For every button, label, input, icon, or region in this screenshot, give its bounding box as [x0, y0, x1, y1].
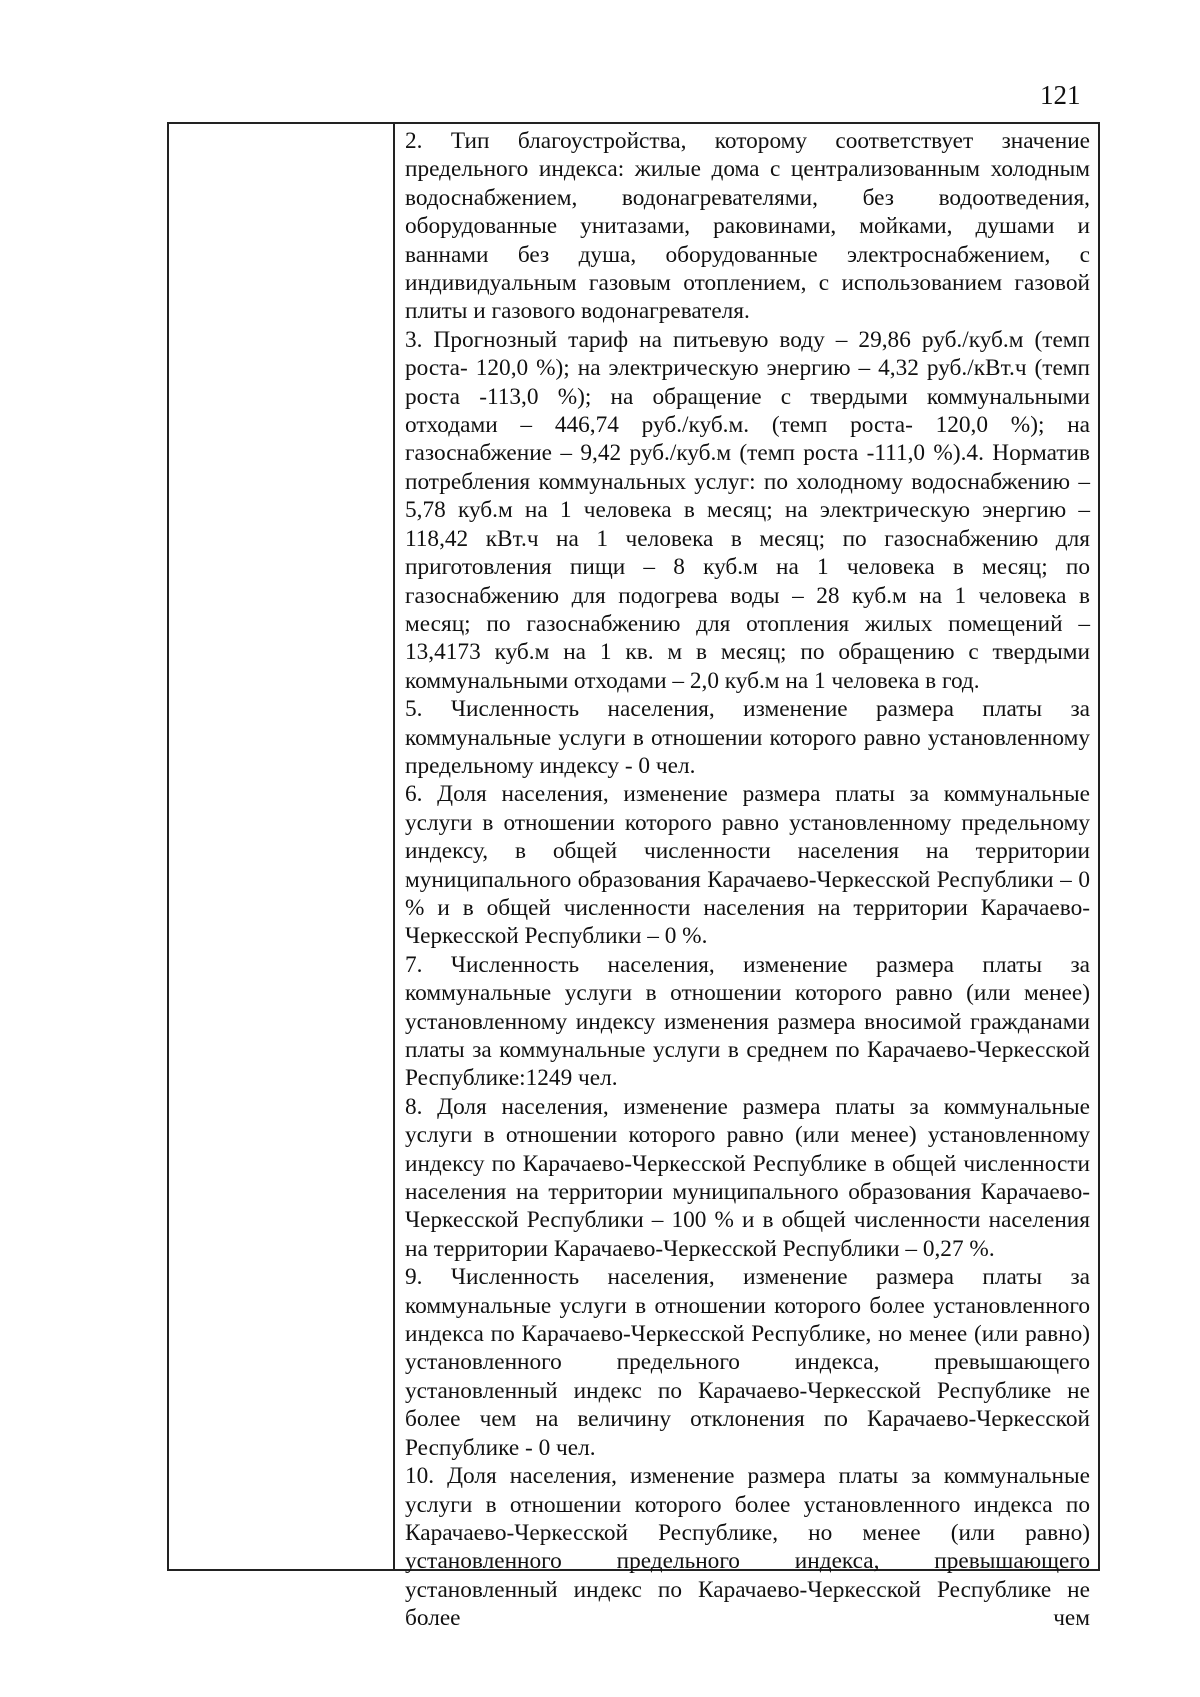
page-number: 121: [1040, 80, 1081, 110]
document-table: [167, 122, 1100, 1632]
paragraph-6: 6. Доля населения, изменение размера платы за коммунальные услуги в отношении которого равно установленному предельному индексу, в общей численности населения на территории муниципального образования Карачаево-Черкесской Республики – 0 % и в общей численности населения на территории Карачаево-Черкесской Республики – 0 %.: [405, 781, 1090, 950]
paragraph-8: 8. Доля населения, изменение размера платы за коммунальные услуги в отношении которого равно (или менее) установленному индексу по Карачаево-Черкесской Республике в общей численности населения на территории муниципального образования Карачаево-Черкесской Республики – 100 % и в общей численности населения на территории Карачаево-Черкесской Республики – 0,27 %.: [405, 1093, 1090, 1262]
table-right-column: [395, 124, 1098, 1632]
paragraph-5: 5. Численность населения, изменение размера платы за коммунальные услуги в отношении которого равно установленному предельному индексу - 0 чел.: [405, 696, 1090, 779]
paragraph-2: 2. Тип благоустройства, которому соответствует значение предельного индекса: жилые дома с централизованным холодным водоснабжением, водонагревателями, без водоотведения, оборудованные унитазами, раковинами, мойками, душами и ваннами без душа, оборудованные электроснабжением, с индивидуальным газовым отоплением, с использованием газовой плиты и газового водонагревателя.: [405, 128, 1090, 325]
paragraph-9: 9. Численность населения, изменение размера платы за коммунальные услуги в отношении которого более установленного индекса по Карачаево-Черкесской Республике, но менее (или равно) установленного предельного индекса, превышающего установленный индекс по Карачаево-Черкесской Республике не более чем на величину отклонения по Карачаево-Черкесской Республике - 0 чел.: [405, 1264, 1090, 1461]
paragraph-3: 3. Прогнозный тариф на питьевую воду – 29,86 руб./куб.м (темп роста- 120,0 %); на электрическую энергию – 4,32 руб./кВт.ч (темп роста -113,0 %); на обращение с твердыми коммунальными отходами – 446,74 руб./куб.м. (темп роста- 120,0 %); на газоснабжение – 9,42 руб./куб.м (темп роста -111,0 %).4. Норматив потребления коммунальных услуг: по холодному водоснабжению – 5,78 куб.м на 1 человека в месяц; на электрическую энергию – 118,42 кВт.ч на 1 человека в месяц; по газоснабжению для приготовления пищи – 8 куб.м на 1 человека в месяц; по газоснабжению для подогрева воды – 28 куб.м на 1 человека в месяц; по газоснабжению для отопления жилых помещений – 13,4173 куб.м на 1 кв. м в месяц; по обращению с твердыми коммунальными отходами – 2,0 куб.м на 1 человека в год.: [405, 326, 1090, 694]
table-left-column: [169, 124, 395, 1569]
paragraph-10: 10. Доля населения, изменение размера платы за коммунальные услуги в отношении которого более установленного индекса по Карачаево-Черкесской Республике, но менее (или равно) установленного предельного индекса, превышающего установленный индекс по Карачаево-Черкесской Республике не более чем: [405, 1463, 1090, 1632]
paragraph-7: 7. Численность населения, изменение размера платы за коммунальные услуги в отношении которого равно (или менее) установленному индексу изменения размера вносимой гражданами платы за коммунальные услуги в среднем по Карачаево-Черкесской Республике:1249 чел.: [405, 951, 1090, 1092]
